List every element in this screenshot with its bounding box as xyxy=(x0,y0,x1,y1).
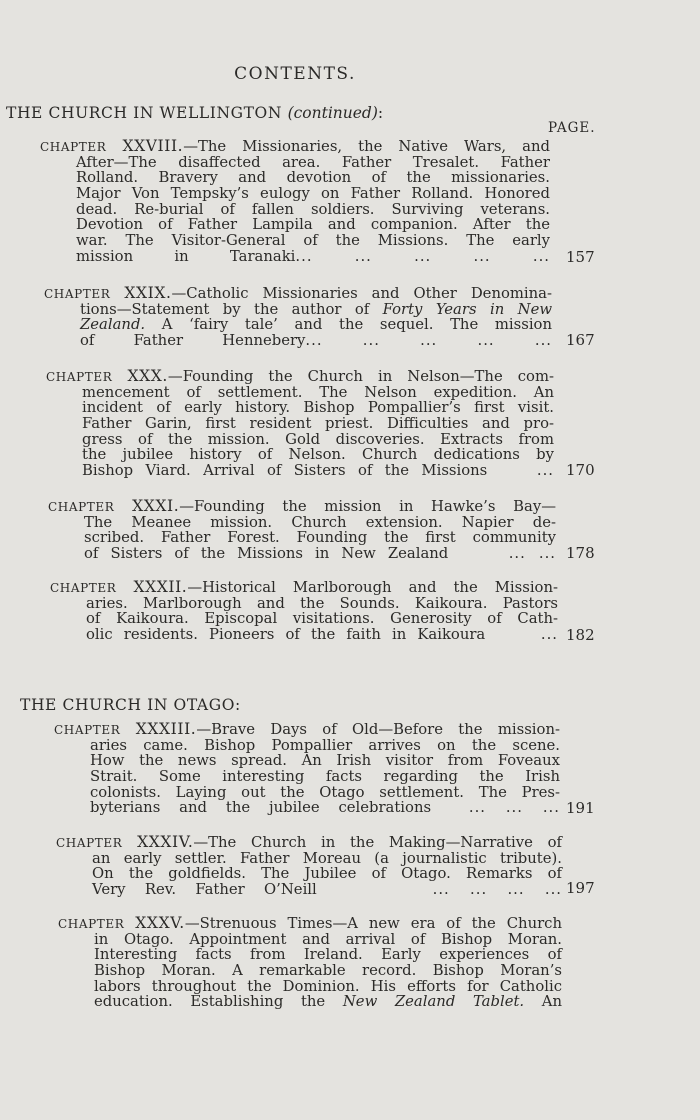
chapter-text: mission in Taranaki xyxy=(76,247,296,265)
chapter-line: incident of early history. Bishop Pompallier’s first visit. xyxy=(82,399,554,417)
chapter-xxxiv xyxy=(56,835,562,898)
chapter-line xyxy=(44,286,552,302)
chapter-line xyxy=(50,580,558,596)
chapter-label: CHAPTER xyxy=(40,140,107,154)
section-title-otago xyxy=(20,696,241,714)
chapter-text: olic residents. Pioneers of the faith in Kaikoura xyxy=(86,626,486,644)
chapter-number: XXX. xyxy=(127,367,168,385)
chapter-line: Strait. Some interesting facts regarding the Irish xyxy=(90,768,560,786)
chapter-line: gress of the mission. Gold discoveries. Extracts from xyxy=(82,430,554,448)
chapter-line: scribed. Father Forest. Founding the first community xyxy=(84,529,556,547)
chapter-line: labors throughout the Dominion. His efforts for Catholic xyxy=(94,977,562,995)
chapter-label: CHAPTER xyxy=(44,287,111,301)
page-number: 191 xyxy=(566,799,595,817)
chapter-line xyxy=(58,916,562,932)
chapter-text: of Sisters of the Missions in New Zealand xyxy=(84,545,449,563)
chapter-line: Devotion of Father Lampila and companion. After the xyxy=(76,216,550,234)
chapter-line xyxy=(40,249,550,265)
chapter-line: aries came. Bishop Pompallier arrives on the scene. xyxy=(90,736,560,754)
chapter-line xyxy=(56,835,562,851)
chapter-label: CHAPTER xyxy=(46,370,113,384)
chapter-text: —Historical Marlborough and the Mission- xyxy=(187,579,558,596)
chapter-line xyxy=(46,463,554,479)
chapter-line: of Kaikoura. Episcopal visitations. Generosity of Cath- xyxy=(86,610,558,628)
chapter-text: —The Missionaries, the Native Wars, and xyxy=(183,138,550,155)
chapter-label: CHAPTER xyxy=(50,581,117,595)
section-colon: : xyxy=(235,696,241,714)
chapter-number: XXVIII. xyxy=(122,137,184,155)
book-title: Forty Years in New xyxy=(382,300,552,318)
chapter-line xyxy=(44,333,552,349)
leader-dots: ... ... ... ... ... xyxy=(305,332,552,350)
page-number: 197 xyxy=(566,879,595,897)
chapter-number: XXIX. xyxy=(124,284,172,302)
chapter-line: The Meanee mission. Church extension. Napier de- xyxy=(84,513,556,531)
chapter-line: After—The disaffected area. Father Tresalet. Father xyxy=(76,153,550,171)
chapter-text: An xyxy=(524,993,562,1011)
chapter-xxxv xyxy=(58,916,562,1010)
leader-dots: ... ... ... xyxy=(468,799,560,817)
leader-dots: ... xyxy=(540,626,558,644)
chapter-number: XXXI. xyxy=(132,497,180,515)
chapter-line: Father Garin, first resident priest. Difficulties and pro- xyxy=(82,415,554,433)
chapter-line xyxy=(48,499,556,515)
chapter-text: —The Church in the Making—Narrative of xyxy=(193,834,562,851)
chapter-line: war. The Visitor-General of the Missions. The early xyxy=(76,232,550,250)
chapter-text: Bishop Viard. Arrival of Sisters of the Missions xyxy=(82,462,488,480)
chapter-line: Rolland. Bravery and devotion of the missionaries. xyxy=(76,169,550,187)
chapter-line xyxy=(56,882,562,898)
chapter-number: XXXII. xyxy=(133,578,188,596)
chapter-text: byterians and the jubilee celebrations xyxy=(90,799,432,817)
chapter-label: CHAPTER xyxy=(56,836,123,850)
chapter-line: Major Von Tempsky’s eulogy on Father Rolland. Honored xyxy=(76,185,550,203)
chapter-text: —Strenuous Times—A new era of the Church xyxy=(184,915,562,932)
chapter-line xyxy=(44,302,552,318)
chapter-text: —Founding the mission in Hawke’s Bay— xyxy=(179,498,556,515)
section-colon: : xyxy=(377,104,384,122)
chapter-line: Interesting facts from Ireland. Early experiences of xyxy=(94,946,562,964)
chapter-xxxi xyxy=(48,499,556,562)
chapter-number: XXXV. xyxy=(135,914,185,932)
chapter-xxxiii xyxy=(54,722,560,816)
chapter-line: dead. Re-burial of fallen soldiers. Surviving veterans. xyxy=(76,200,550,218)
chapter-line: Bishop Moran. A remarkable record. Bishop Moran’s xyxy=(94,962,562,980)
chapter-text: Very Rev. Father O’Neill xyxy=(92,881,317,899)
section-title-text: THE CHURCH IN OTAGO xyxy=(20,696,236,714)
page-number: 182 xyxy=(566,626,595,644)
chapter-text: education. Establishing the xyxy=(94,993,343,1011)
chapter-label: CHAPTER xyxy=(58,917,125,931)
chapter-label: CHAPTER xyxy=(54,723,121,737)
page-number: 157 xyxy=(566,248,595,266)
chapter-line: On the goldfields. The Jubilee of Otago. Remarks of xyxy=(92,865,562,883)
chapter-text: —Catholic Missionaries and Other Denomina- xyxy=(171,285,552,302)
page-column-header: PAGE. xyxy=(548,120,596,136)
chapter-text: tions—Statement by the author of xyxy=(80,300,383,318)
chapter-xxx xyxy=(46,369,554,479)
chapter-line xyxy=(46,369,554,385)
chapter-xxix xyxy=(44,286,552,349)
book-title: Zealand. xyxy=(80,316,146,334)
chapter-line: in Otago. Appointment and arrival of Bishop Moran. xyxy=(94,930,562,948)
chapter-number: XXXIV. xyxy=(137,833,194,851)
chapter-line: aries. Marlborough and the Sounds. Kaikoura. Pastors xyxy=(86,594,558,612)
leader-dots: ... ... xyxy=(508,545,556,563)
chapter-label: CHAPTER xyxy=(48,500,115,514)
chapter-text: —Founding the Church in Nelson—The com- xyxy=(167,368,554,385)
page-title: CONTENTS. xyxy=(234,64,356,84)
chapter-line xyxy=(44,317,552,333)
chapter-text: of Father Hennebery xyxy=(80,332,306,350)
chapter-line xyxy=(58,994,562,1010)
chapter-line: the jubilee history of Nelson. Church dedications by xyxy=(82,446,554,464)
chapter-line xyxy=(40,139,550,155)
chapter-line: mencement of settlement. The Nelson expedition. An xyxy=(82,383,554,401)
page-number: 178 xyxy=(566,544,595,562)
page-number: 170 xyxy=(566,461,595,479)
leader-dots: ... ... ... ... xyxy=(432,881,562,899)
section-title-text: THE CHURCH IN WELLINGTON xyxy=(6,104,283,122)
newspaper-title: New Zealand Tablet. xyxy=(342,993,525,1011)
chapter-line: an early settler. Father Moreau (a journalistic tribute). xyxy=(92,849,562,867)
chapter-number: XXXIII. xyxy=(135,720,197,738)
chapter-line xyxy=(54,800,560,816)
chapter-line xyxy=(50,627,558,643)
chapter-line: colonists. Laying out the Otago settlement. The Pres- xyxy=(90,783,560,801)
section-title-wellington xyxy=(6,104,384,122)
section-subtitle: (continued) xyxy=(287,104,378,122)
leader-dots: ... ... ... ... ... xyxy=(295,247,551,265)
chapter-line xyxy=(54,722,560,738)
chapter-xxviii xyxy=(40,139,550,265)
leader-dots: ... xyxy=(536,462,554,480)
chapter-line xyxy=(48,546,556,562)
chapter-xxxii xyxy=(50,580,558,643)
chapter-text: A ‘fairy tale’ and the sequel. The mission xyxy=(145,316,552,334)
page-number: 167 xyxy=(566,331,595,349)
chapter-text: —Brave Days of Old—Before the mission- xyxy=(196,721,560,738)
chapter-line: How the news spread. An Irish visitor from Foveaux xyxy=(90,752,560,770)
